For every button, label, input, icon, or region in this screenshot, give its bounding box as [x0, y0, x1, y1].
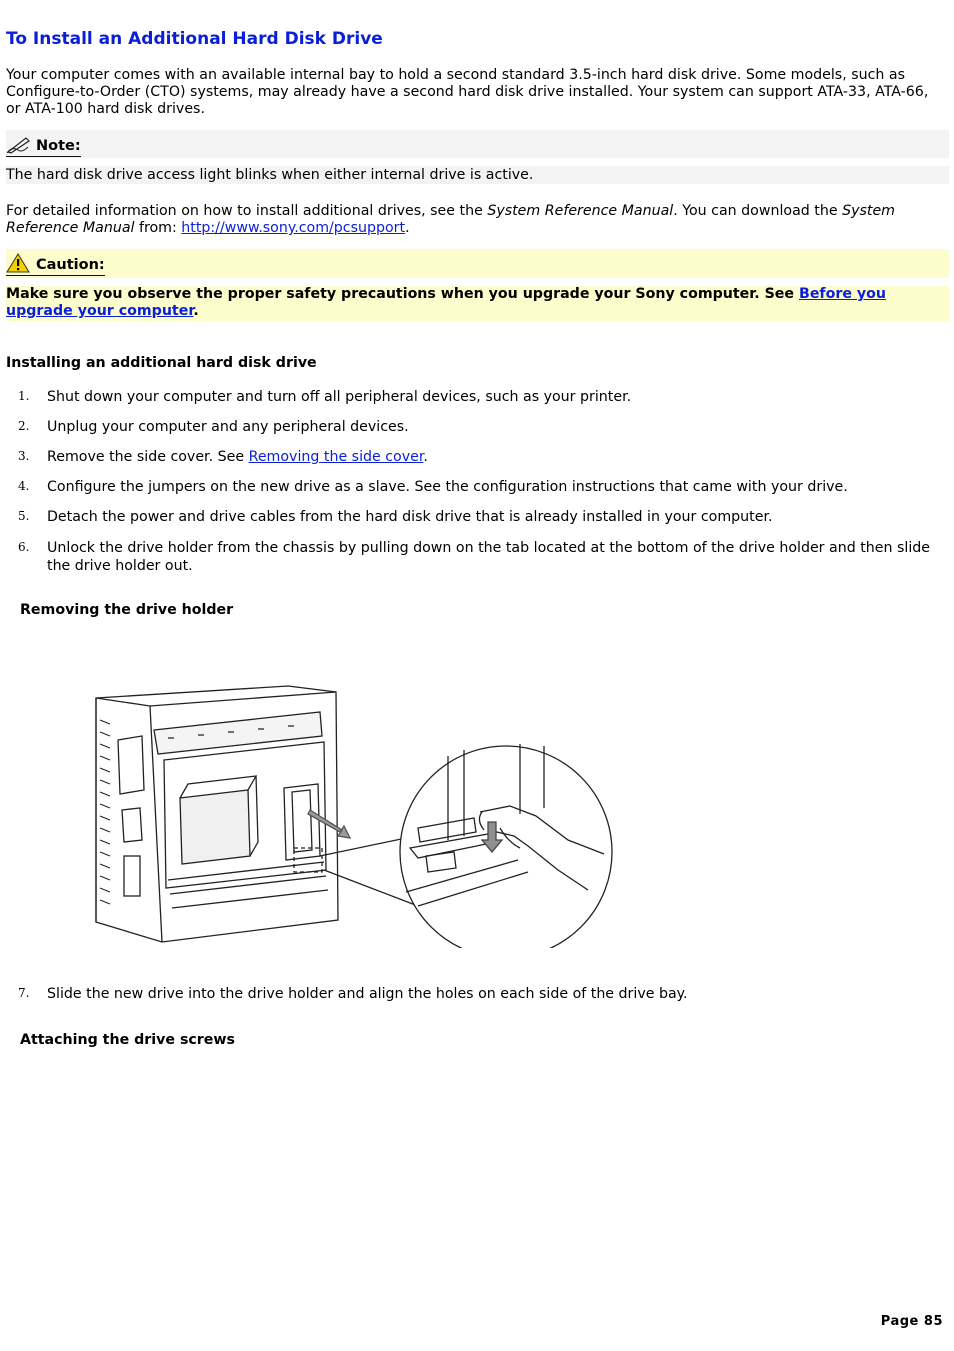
reference-text: .: [405, 220, 410, 236]
reference-text: For detailed information on how to install additional drives, see the: [6, 203, 488, 219]
step-number: 4.: [18, 479, 30, 493]
caution-period: .: [193, 303, 199, 319]
caution-header: [6, 249, 949, 278]
note-header: [6, 130, 949, 158]
step-number: 7.: [18, 986, 30, 1000]
note-label-text: Note:: [36, 138, 81, 154]
drive-holder-illustration: [88, 680, 618, 948]
step-text: Configure the jumpers on the new drive as a slave. See the configuration instructions that came with your drive.: [47, 479, 848, 495]
note-label: [6, 134, 81, 157]
section-heading: Installing an additional hard disk drive: [6, 355, 317, 371]
before-upgrade-link[interactable]: Before you upgrade your computer: [6, 286, 887, 319]
reference-text: from:: [134, 220, 182, 236]
step-text: Detach the power and drive cables from the hard disk drive that is already installed in your computer.: [47, 509, 773, 525]
reference-text: . You can download the: [673, 203, 843, 219]
step-number: 2.: [18, 419, 30, 433]
step-number: 3.: [18, 449, 30, 463]
step-number: 1.: [18, 389, 30, 403]
step-number: 6.: [18, 540, 30, 554]
manual-title: System Reference Manual: [6, 203, 895, 236]
figure-caption: Removing the drive holder: [20, 602, 234, 618]
step-text: [47, 448, 937, 466]
page-title: To Install an Additional Hard Disk Drive: [6, 29, 383, 49]
removing-side-cover-link[interactable]: Removing the side cover: [248, 449, 424, 465]
caution-message: Make sure you observe the proper safety precautions when you upgrade your Sony computer. See: [6, 286, 799, 302]
step-number: 5.: [18, 509, 30, 523]
caution-label: [6, 253, 105, 276]
figure-caption: Attaching the drive screws: [20, 1032, 235, 1048]
warning-triangle-icon: [6, 253, 30, 273]
pcsupport-link[interactable]: http://www.sony.com/pcsupport: [181, 220, 406, 236]
caution-label-text: Caution:: [36, 257, 105, 273]
note-pencil-icon: [6, 134, 30, 154]
step-text: Slide the new drive into the drive holder and align the holes on each side of the drive bay.: [47, 986, 688, 1002]
step-text: Unlock the drive holder from the chassis by pulling down on the tab located at the bottom of the drive holder and then slide the drive holder out.: [47, 540, 931, 574]
note-text: The hard disk drive access light blinks when either internal drive is active.: [6, 166, 949, 184]
step-text-part: Remove the side cover. See: [47, 449, 249, 465]
reference-paragraph: [6, 203, 949, 237]
step-text: Shut down your computer and turn off all peripheral devices, such as your printer.: [47, 389, 632, 405]
page-number: Page 85: [880, 1314, 943, 1329]
step-text-part: .: [423, 449, 428, 465]
step-text: Unplug your computer and any peripheral devices.: [47, 419, 409, 435]
intro-paragraph: Your computer comes with an available internal bay to hold a second standard 3.5-inch hard disk drive. Some models, such as Configure-to-Order (CTO) systems, may already have a second hard disk drive installed. Your system can support ATA-33, ATA-66, or ATA-100 hard disk drives.: [6, 67, 929, 117]
caution-text: [6, 286, 949, 321]
manual-title: System Reference Manual: [487, 203, 674, 219]
